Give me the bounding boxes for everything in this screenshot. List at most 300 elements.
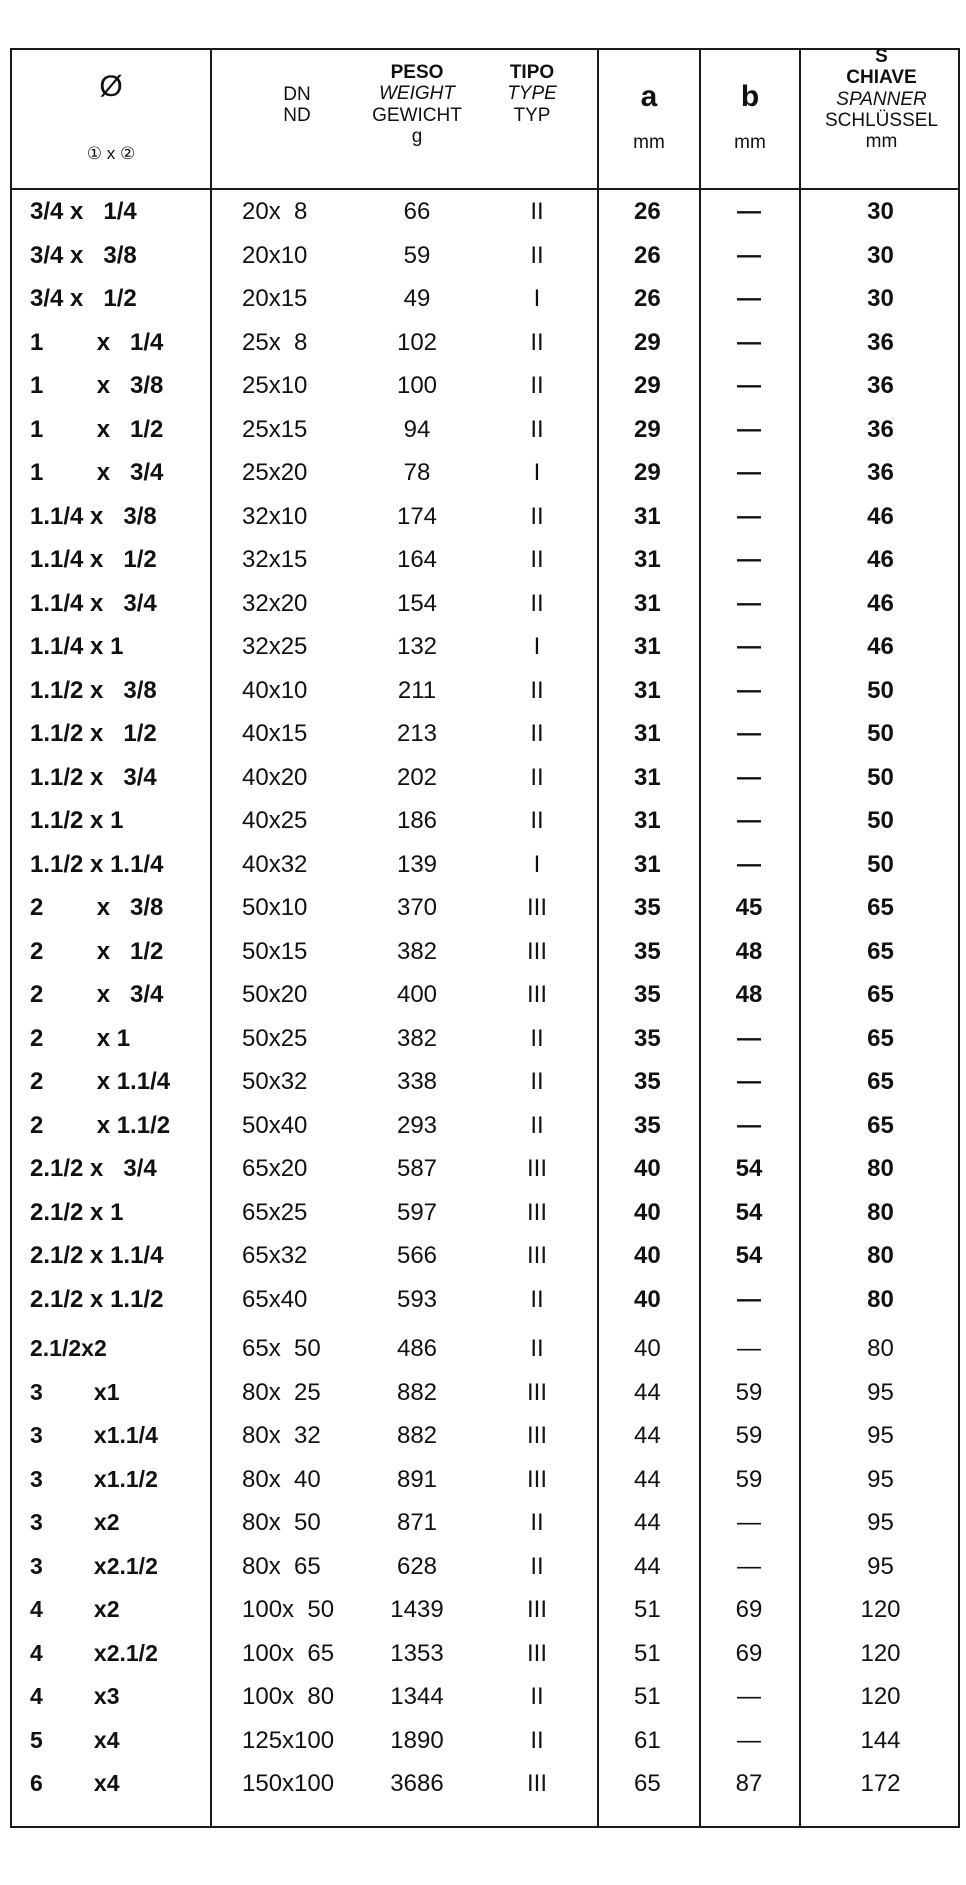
a-cell: 35 xyxy=(634,937,661,965)
s-label: S xyxy=(875,46,888,67)
weight-cell: 1890 xyxy=(390,1726,444,1754)
table-row xyxy=(12,1632,958,1675)
dn-cell: 20x 8 xyxy=(242,198,308,225)
b-cell: — xyxy=(737,546,761,573)
type-cell: III xyxy=(526,1770,547,1797)
s-cell: 80 xyxy=(867,1198,894,1226)
table-row xyxy=(12,1371,958,1414)
b-cell: 87 xyxy=(735,1770,763,1797)
size-cell: 1 x 1/2 xyxy=(30,415,164,443)
weight-cell: 186 xyxy=(396,807,438,834)
b-cell: — xyxy=(737,1335,761,1362)
size-cell: 2.1/2 x 1.1/4 xyxy=(30,1242,164,1269)
s-cell: 50 xyxy=(867,807,894,834)
table-row xyxy=(12,1675,958,1718)
weight-cell: 597 xyxy=(396,1198,438,1226)
a-unit: mm xyxy=(633,131,665,153)
size-cell: 3/4 x 3/8 xyxy=(30,241,137,269)
size-cell: 2 x 3/8 xyxy=(30,894,164,921)
s-cell: 36 xyxy=(867,459,894,486)
s-cell: 30 xyxy=(867,198,894,225)
type-label-de: TYP xyxy=(513,104,551,126)
s-cell: 30 xyxy=(867,241,894,269)
table-row xyxy=(12,190,958,233)
weight-cell: 100 xyxy=(396,372,438,399)
type-cell: III xyxy=(526,1639,547,1667)
a-cell: 26 xyxy=(634,285,661,312)
type-label-it: TIPO xyxy=(509,62,555,83)
b-cell: — xyxy=(737,763,761,791)
diameter-subtitle: ① x ② xyxy=(86,143,136,163)
s-cell: 120 xyxy=(860,1683,901,1710)
a-cell: 26 xyxy=(634,198,661,225)
b-cell: 59 xyxy=(735,1422,763,1449)
size-cell: 1 x 3/8 xyxy=(30,372,164,399)
header-diameter xyxy=(12,70,210,163)
dn-label: DN xyxy=(283,84,311,105)
weight-cell: 49 xyxy=(403,285,431,312)
size-cell: 1 x 3/4 xyxy=(30,459,164,486)
table-row xyxy=(12,1234,958,1277)
table-row xyxy=(12,930,958,973)
header-spanner xyxy=(801,46,962,152)
a-cell: 61 xyxy=(634,1726,661,1754)
weight-cell: 1439 xyxy=(390,1596,444,1623)
size-cell: 1.1/2 x 3/4 xyxy=(30,763,157,791)
table-row xyxy=(12,799,958,842)
weight-cell: 211 xyxy=(397,676,437,704)
table-row xyxy=(12,582,958,625)
type-cell: II xyxy=(530,1726,544,1754)
a-cell: 29 xyxy=(634,415,661,443)
dn-cell: 25x20 xyxy=(242,459,308,486)
dn-cell: 65x20 xyxy=(242,1155,308,1182)
s-cell: 36 xyxy=(867,415,894,443)
type-cell: II xyxy=(530,1285,544,1313)
type-cell: II xyxy=(530,328,544,356)
weight-label-de: GEWICHT xyxy=(372,104,462,126)
size-cell: 1 x 1/4 xyxy=(30,328,164,356)
dn-cell: 32x25 xyxy=(242,633,308,660)
weight-cell: 338 xyxy=(396,1068,438,1095)
b-cell: 48 xyxy=(735,937,763,965)
size-cell: 1.1/4 x 1/2 xyxy=(30,546,157,573)
a-cell: 35 xyxy=(634,894,661,921)
s-cell: 65 xyxy=(867,1111,894,1139)
dn-cell: 20x10 xyxy=(242,241,308,269)
b-cell: — xyxy=(737,807,761,834)
b-cell: — xyxy=(737,1726,761,1754)
size-cell: 1.1/2 x 3/8 xyxy=(30,676,157,704)
a-cell: 44 xyxy=(634,1552,661,1580)
nd-label: ND xyxy=(283,105,311,127)
table-row xyxy=(12,1414,958,1457)
weight-cell: 628 xyxy=(396,1552,438,1580)
dn-cell: 50x25 xyxy=(242,1024,308,1052)
type-cell: I xyxy=(533,459,541,486)
size-cell: 4 x2 xyxy=(30,1596,120,1622)
table-row xyxy=(12,277,958,320)
a-cell: 40 xyxy=(634,1242,661,1269)
dn-cell: 65x40 xyxy=(242,1285,308,1313)
type-cell: I xyxy=(533,850,541,878)
size-cell: 3 x1 xyxy=(30,1378,120,1405)
type-cell: III xyxy=(526,1242,547,1269)
size-cell: 1.1/4 x 3/4 xyxy=(30,589,157,617)
table-row xyxy=(12,1719,958,1762)
specification-table xyxy=(10,48,960,1828)
weight-cell: 1344 xyxy=(390,1683,444,1710)
s-cell: 65 xyxy=(867,937,894,965)
dn-cell: 40x10 xyxy=(242,676,308,704)
b-cell: 48 xyxy=(735,981,763,1008)
b-cell: — xyxy=(737,1024,761,1052)
a-cell: 35 xyxy=(634,1024,661,1052)
type-cell: I xyxy=(533,633,541,660)
b-cell: — xyxy=(737,1552,761,1580)
a-cell: 31 xyxy=(634,633,661,660)
type-cell: II xyxy=(530,763,544,791)
weight-cell: 587 xyxy=(396,1155,438,1182)
diameter-icon: Ø xyxy=(99,70,123,103)
size-cell: 3 x2 xyxy=(30,1509,120,1535)
a-cell: 29 xyxy=(634,459,661,486)
table-row xyxy=(12,625,958,668)
header-weight xyxy=(354,62,480,147)
type-cell: II xyxy=(530,1335,544,1362)
s-cell: 46 xyxy=(867,633,894,660)
b-cell: — xyxy=(737,850,761,878)
type-cell: II xyxy=(530,502,544,530)
weight-label-en: WEIGHT xyxy=(379,83,455,105)
type-cell: II xyxy=(530,241,544,269)
s-cell: 30 xyxy=(867,285,894,312)
spanner-unit: mm xyxy=(865,131,898,153)
a-cell: 40 xyxy=(634,1155,661,1182)
type-cell: II xyxy=(530,1552,544,1580)
size-cell: 1.1/2 x 1/2 xyxy=(30,720,157,747)
s-cell: 50 xyxy=(867,720,894,747)
table-row xyxy=(12,886,958,929)
a-cell: 26 xyxy=(634,241,661,269)
table-row xyxy=(12,364,958,407)
dn-cell: 50x15 xyxy=(242,937,308,965)
b-cell: — xyxy=(737,720,761,747)
a-cell: 51 xyxy=(634,1596,661,1623)
a-cell: 44 xyxy=(634,1509,661,1536)
weight-cell: 78 xyxy=(403,459,431,486)
size-cell: 3 x1.1/4 xyxy=(30,1422,158,1448)
dn-cell: 80x 32 xyxy=(242,1422,321,1449)
type-cell: III xyxy=(526,1155,547,1182)
dn-cell: 80x 40 xyxy=(242,1465,321,1493)
table-row xyxy=(12,1104,958,1147)
s-cell: 95 xyxy=(867,1509,894,1536)
size-cell: 2.1/2 x 3/4 xyxy=(30,1155,157,1182)
b-cell: 45 xyxy=(735,894,763,921)
weight-label-it: PESO xyxy=(390,62,444,83)
b-cell: 54 xyxy=(735,1242,763,1269)
dn-cell: 65x 50 xyxy=(242,1335,321,1362)
b-cell: 54 xyxy=(735,1198,763,1226)
type-cell: II xyxy=(530,1509,544,1536)
b-cell: — xyxy=(737,459,761,486)
s-cell: 95 xyxy=(867,1422,894,1449)
table-row xyxy=(12,1501,958,1544)
b-cell: — xyxy=(737,633,761,660)
s-cell: 50 xyxy=(867,763,894,791)
weight-cell: 871 xyxy=(396,1509,438,1536)
type-cell: II xyxy=(530,676,544,704)
b-cell: — xyxy=(737,1111,761,1139)
b-cell: — xyxy=(737,241,761,269)
type-cell: II xyxy=(530,415,544,443)
table-row xyxy=(12,1762,958,1805)
table-row xyxy=(12,1545,958,1588)
table-row xyxy=(12,1588,958,1631)
table-row xyxy=(12,756,958,799)
type-cell: II xyxy=(530,1111,544,1139)
b-cell: — xyxy=(737,502,761,530)
weight-cell: 202 xyxy=(396,763,438,791)
table-row xyxy=(12,1191,958,1234)
s-cell: 95 xyxy=(867,1465,894,1493)
s-cell: 65 xyxy=(867,1024,894,1052)
weight-cell: 174 xyxy=(396,502,438,530)
size-cell: 2 x 1.1/2 xyxy=(30,1111,171,1139)
a-cell: 35 xyxy=(634,1068,661,1095)
a-cell: 31 xyxy=(634,807,661,834)
b-cell: 69 xyxy=(735,1639,763,1667)
a-cell: 31 xyxy=(634,546,661,573)
dn-cell: 80x 65 xyxy=(242,1552,321,1580)
b-cell: 59 xyxy=(735,1465,763,1493)
dn-cell: 50x32 xyxy=(242,1068,308,1095)
weight-cell: 882 xyxy=(396,1422,438,1449)
s-cell: 80 xyxy=(867,1155,894,1182)
s-cell: 120 xyxy=(860,1596,901,1623)
a-cell: 51 xyxy=(634,1639,661,1667)
size-cell: 1.1/4 x 1 xyxy=(30,633,124,660)
weight-cell: 382 xyxy=(396,1024,438,1052)
dn-cell: 50x40 xyxy=(242,1111,308,1139)
spanner-label-en: SPANNER xyxy=(836,88,927,110)
b-cell: 59 xyxy=(735,1378,763,1406)
size-cell: 3/4 x 1/2 xyxy=(30,285,137,312)
type-cell: III xyxy=(526,1596,547,1623)
weight-cell: 139 xyxy=(396,850,438,878)
type-cell: III xyxy=(526,1465,547,1493)
weight-cell: 370 xyxy=(396,894,438,921)
weight-cell: 382 xyxy=(396,937,438,965)
header-type xyxy=(482,62,582,126)
size-cell: 5 x4 xyxy=(30,1726,120,1753)
table-row xyxy=(12,321,958,364)
table-row xyxy=(12,451,958,494)
a-cell: 40 xyxy=(634,1198,661,1226)
a-cell: 35 xyxy=(634,1111,661,1139)
header-b xyxy=(701,80,799,153)
header-dn xyxy=(262,84,332,127)
weight-cell: 566 xyxy=(396,1242,438,1269)
s-cell: 46 xyxy=(867,546,894,573)
size-cell: 2 x 3/4 xyxy=(30,981,164,1008)
table-row xyxy=(12,495,958,538)
type-cell: II xyxy=(530,1068,544,1095)
s-cell: 95 xyxy=(867,1552,894,1580)
s-cell: 80 xyxy=(867,1285,894,1313)
dn-cell: 50x10 xyxy=(242,894,308,921)
size-cell: 3/4 x 1/4 xyxy=(30,198,137,225)
type-cell: II xyxy=(530,720,544,747)
s-cell: 95 xyxy=(867,1378,894,1406)
size-cell: 4 x3 xyxy=(30,1683,120,1709)
type-cell: III xyxy=(526,981,547,1008)
size-cell: 2 x 1/2 xyxy=(30,937,164,965)
weight-cell: 154 xyxy=(396,589,438,617)
b-cell: — xyxy=(737,1683,761,1710)
weight-cell: 213 xyxy=(396,720,438,747)
s-cell: 36 xyxy=(867,328,894,356)
dn-cell: 20x15 xyxy=(242,285,308,312)
header-a xyxy=(599,80,699,153)
b-cell: — xyxy=(737,328,761,356)
spanner-label-de: SCHLÜSSEL xyxy=(825,109,938,131)
dn-cell: 100x 65 xyxy=(242,1639,335,1667)
a-cell: 65 xyxy=(634,1770,661,1797)
type-cell: II xyxy=(530,546,544,573)
weight-cell: 132 xyxy=(396,633,438,660)
b-label: b xyxy=(740,80,760,113)
type-cell: II xyxy=(530,198,544,225)
a-cell: 29 xyxy=(634,372,661,399)
a-cell: 31 xyxy=(634,502,661,530)
weight-unit: g xyxy=(411,125,423,147)
size-cell: 1.1/2 x 1.1/4 xyxy=(30,850,164,878)
a-cell: 31 xyxy=(634,850,661,878)
weight-cell: 293 xyxy=(396,1111,438,1139)
s-cell: 46 xyxy=(867,589,894,617)
weight-cell: 882 xyxy=(396,1378,438,1406)
s-cell: 65 xyxy=(867,981,894,1008)
a-cell: 40 xyxy=(634,1285,661,1313)
weight-cell: 891 xyxy=(396,1465,438,1493)
type-cell: III xyxy=(526,894,547,921)
table-row xyxy=(12,843,958,886)
a-cell: 31 xyxy=(634,589,661,617)
weight-cell: 3686 xyxy=(390,1770,444,1797)
size-cell: 4 x2.1/2 xyxy=(30,1639,158,1666)
type-cell: II xyxy=(530,589,544,617)
a-cell: 31 xyxy=(634,720,661,747)
b-cell: — xyxy=(737,285,761,312)
dn-cell: 150x100 xyxy=(242,1770,335,1797)
a-cell: 31 xyxy=(634,676,661,704)
dn-cell: 40x32 xyxy=(242,850,308,878)
a-cell: 44 xyxy=(634,1378,661,1406)
a-cell: 44 xyxy=(634,1465,661,1493)
s-cell: 36 xyxy=(867,372,894,399)
b-cell: — xyxy=(737,372,761,399)
table-row xyxy=(12,234,958,277)
s-cell: 80 xyxy=(867,1242,894,1269)
table-row xyxy=(12,408,958,451)
a-cell: 35 xyxy=(634,981,661,1008)
dn-cell: 65x25 xyxy=(242,1198,308,1226)
b-cell: — xyxy=(737,1068,761,1095)
size-cell: 2 x 1 xyxy=(30,1024,131,1052)
dn-cell: 25x 8 xyxy=(242,328,308,356)
spanner-label-it: CHIAVE xyxy=(846,67,917,89)
dn-cell: 25x15 xyxy=(242,415,308,443)
b-cell: — xyxy=(737,415,761,443)
table-row xyxy=(12,669,958,712)
table-row xyxy=(12,1060,958,1103)
s-cell: 65 xyxy=(867,894,894,921)
a-label: a xyxy=(640,80,658,113)
table-row xyxy=(12,712,958,755)
weight-cell: 593 xyxy=(396,1285,438,1313)
dn-cell: 25x10 xyxy=(242,372,308,399)
b-cell: — xyxy=(737,1509,761,1536)
weight-cell: 59 xyxy=(403,241,431,269)
weight-cell: 66 xyxy=(403,198,431,225)
table-row xyxy=(12,1278,958,1321)
size-cell: 2 x 1.1/4 xyxy=(30,1068,171,1095)
type-label-en: TYPE xyxy=(507,83,557,105)
dn-cell: 100x 50 xyxy=(242,1596,335,1623)
dn-cell: 40x20 xyxy=(242,763,308,791)
size-cell: 2.1/2x2 xyxy=(30,1335,107,1361)
table-row xyxy=(12,1017,958,1060)
b-cell: — xyxy=(737,1285,761,1313)
type-cell: I xyxy=(533,285,541,312)
b-cell: 69 xyxy=(735,1596,763,1623)
b-cell: 54 xyxy=(735,1155,763,1182)
type-cell: III xyxy=(526,937,547,965)
dn-cell: 50x20 xyxy=(242,981,308,1008)
s-cell: 80 xyxy=(867,1335,894,1362)
s-cell: 46 xyxy=(867,502,894,530)
weight-cell: 1353 xyxy=(390,1639,444,1667)
dn-cell: 32x15 xyxy=(242,546,308,573)
type-cell: II xyxy=(530,372,544,399)
dn-cell: 40x25 xyxy=(242,807,308,834)
s-cell: 120 xyxy=(860,1639,901,1667)
s-cell: 144 xyxy=(860,1726,901,1754)
type-cell: II xyxy=(530,807,544,834)
a-cell: 51 xyxy=(634,1683,661,1710)
a-cell: 29 xyxy=(634,328,661,356)
dn-cell: 32x10 xyxy=(242,502,308,530)
b-cell: — xyxy=(737,676,761,704)
type-cell: II xyxy=(530,1683,544,1710)
type-cell: III xyxy=(526,1422,547,1449)
dn-cell: 100x 80 xyxy=(242,1683,335,1710)
weight-cell: 94 xyxy=(403,415,431,443)
s-cell: 172 xyxy=(860,1770,901,1797)
size-cell: 2.1/2 x 1 xyxy=(30,1198,124,1226)
size-cell: 1.1/4 x 3/8 xyxy=(30,502,157,530)
table-row xyxy=(12,1147,958,1190)
table-row xyxy=(12,1327,958,1370)
weight-cell: 486 xyxy=(396,1335,438,1362)
dn-cell: 40x15 xyxy=(242,720,308,747)
size-cell: 3 x1.1/2 xyxy=(30,1465,158,1492)
size-cell: 6 x4 xyxy=(30,1770,120,1796)
table-row xyxy=(12,538,958,581)
b-cell: — xyxy=(737,589,761,617)
